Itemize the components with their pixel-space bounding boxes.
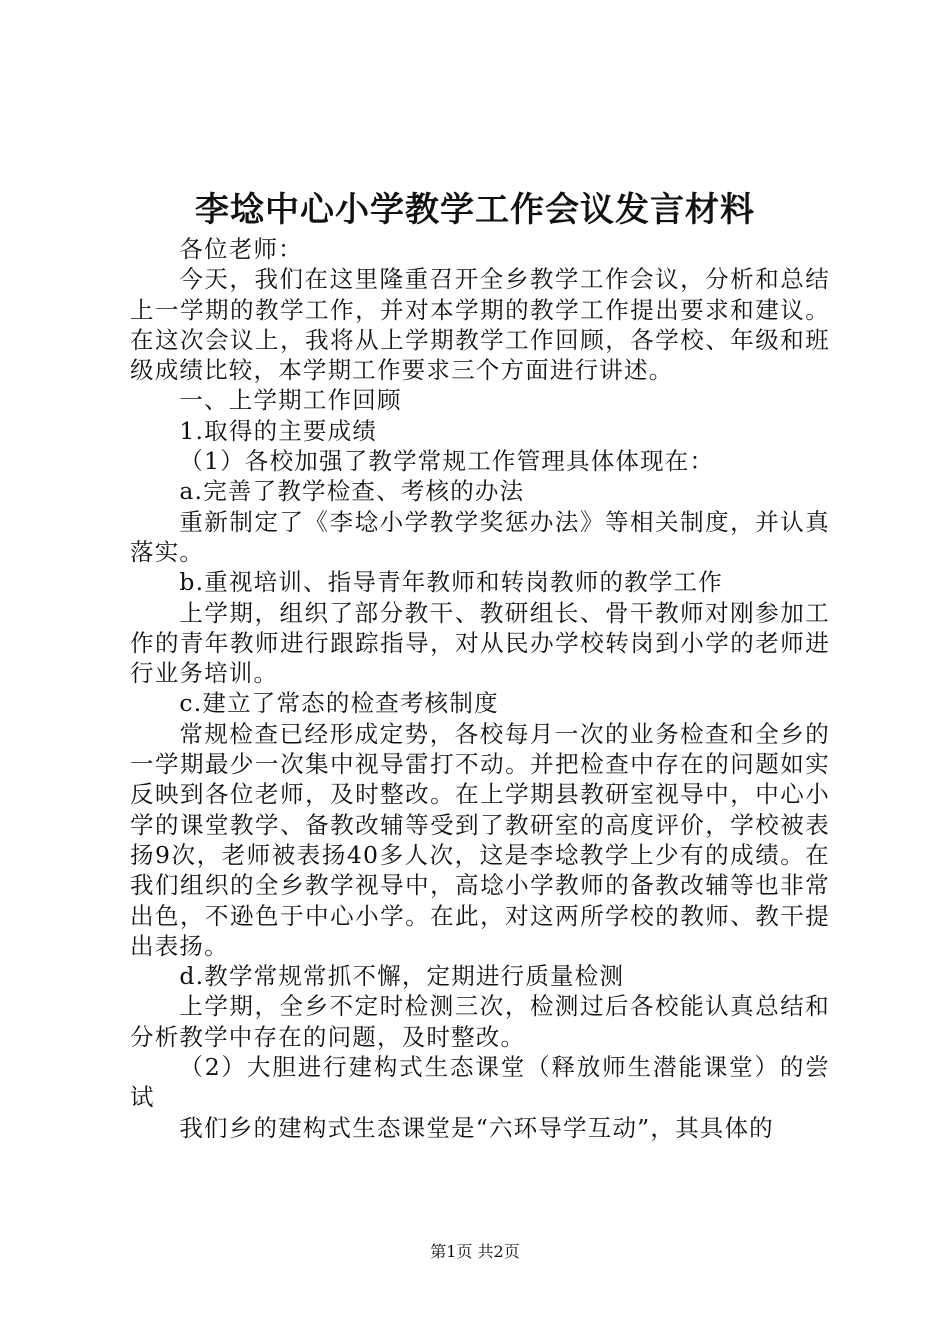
page-footer: 第1页 共2页 [430,1242,520,1261]
salutation: 各位老师： [179,235,303,263]
item-heading-c: c.建立了常态的检查考核制度 [179,689,499,718]
item-heading-a: a.完善了教学检查、考核的办法 [179,477,525,506]
item-heading-b: b.重视培训、指导青年教师和转岗教师的教学工作 [179,568,723,597]
paragraph-c: 常规检查已经形成定势，各校每月一次的业务检查和全乡的一学期最少一次集中视导雷打不动。并把检查中存在的问题如实反映到各位老师，及时整改。在上学期县教研室视导中，中心小学的课堂教学、备教改辅等受到了教研室的高度评价，学校被表扬9次，老师被表扬40多人次，这是李埝教学上少有的成绩。在我们组织的全乡教学视导中，高埝小学教师的备教改辅等也非常出色，不逊色于中心小学。在此，对这两所学校的教师、教干提出表扬。 [130,719,830,960]
document-title: 李埝中心小学教学工作会议发言材料 [195,190,755,230]
subheading-achievements: 1.取得的主要成绩 [179,416,378,445]
paragraph-d: 上学期，全乡不定时检测三次，检测过后各校能认真总结和分析教学中存在的问题，及时整改。 [130,992,830,1051]
item-heading-1: （1）各校加强了教学常规工作管理具体体现在： [179,447,715,476]
paragraph-a: 重新制定了《李埝小学教学奖惩办法》等相关制度，并认真落实。 [130,507,830,566]
paragraph-b: 上学期，组织了部分教干、教研组长、骨干教师对刚参加工作的青年教师进行跟踪指导，对从民办学校转岗到小学的老师进行业务培训。 [130,598,830,688]
paragraph-2: 我们乡的建构式生态课堂是“六环导学互动”，其具体的 [179,1113,774,1142]
document-body [130,234,830,1143]
item-heading-d: d.教学常规常抓不懈，定期进行质量检测 [179,962,625,991]
section-heading-review: 一、上学期工作回顾 [179,386,402,415]
paragraph-intro: 今天，我们在这里隆重召开全乡教学工作会议，分析和总结上一学期的教学工作，并对本学期的教学工作提出要求和建议。在这次会议上，我将从上学期教学工作回顾，各学校、年级和班级成绩比较，本学期工作要求三个方面进行讲述。 [130,265,830,385]
item-heading-2: （2）大胆进行建构式生态课堂（释放师生潜能课堂）的尝试 [130,1053,830,1112]
